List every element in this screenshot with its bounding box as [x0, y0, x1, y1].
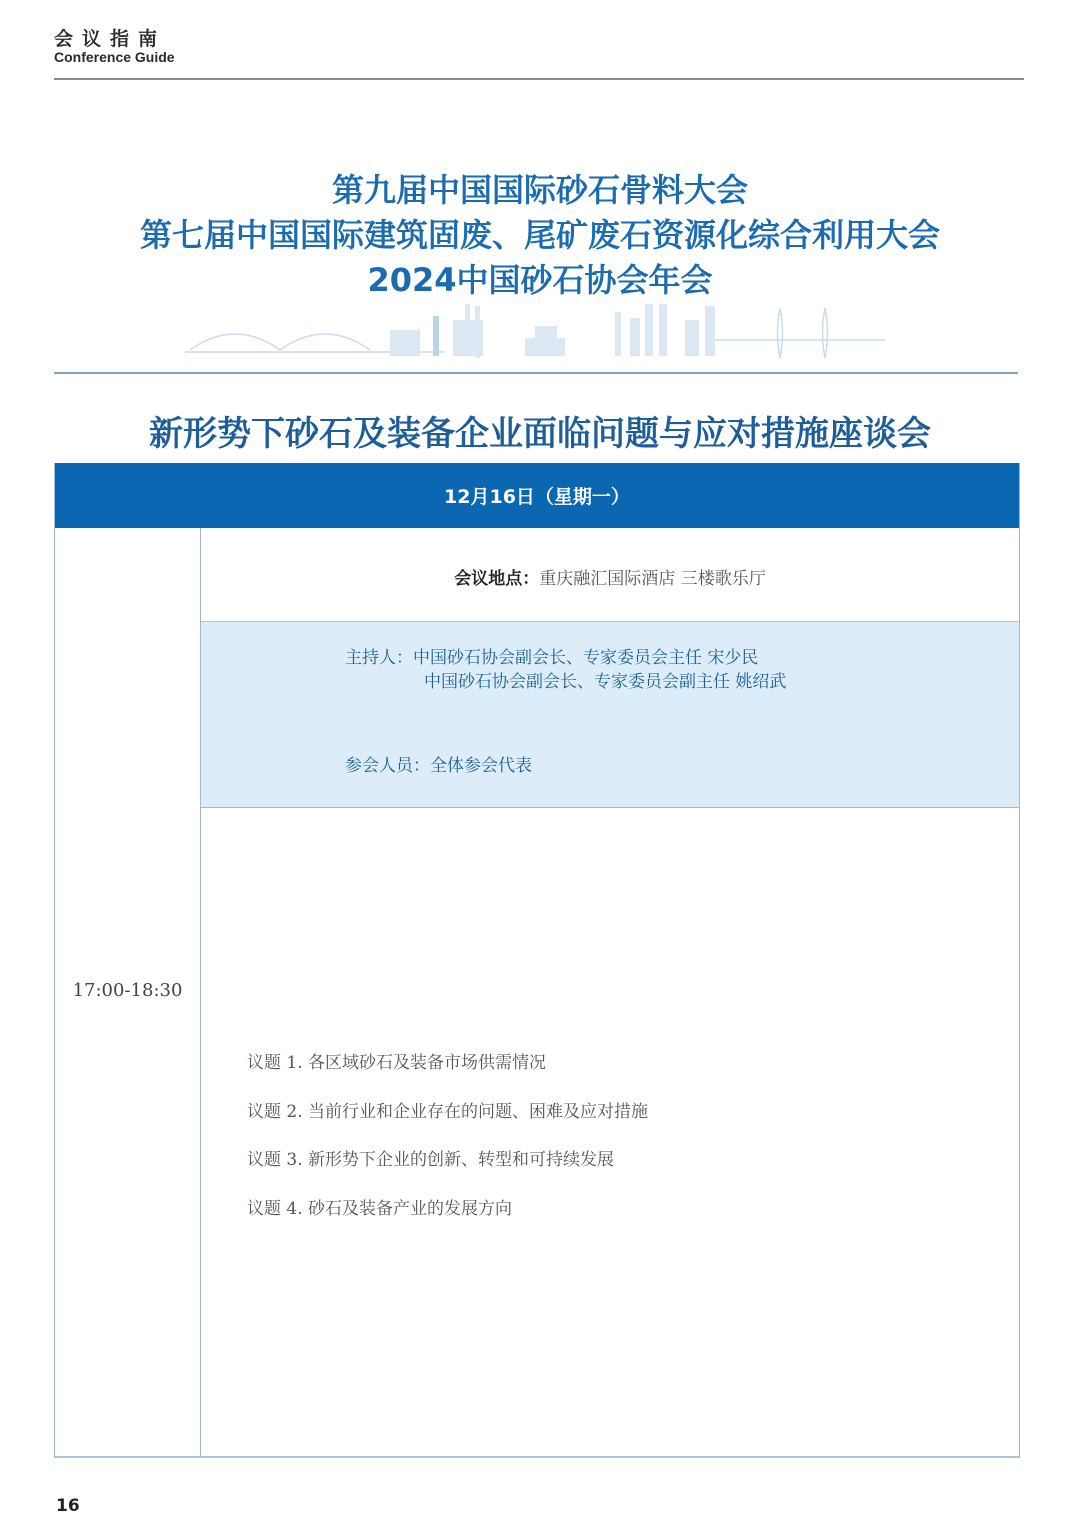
location-label: 会议地点： — [454, 569, 540, 589]
agenda-item: 议题 4. 砂石及装备产业的发展方向 — [247, 1198, 513, 1219]
agenda-row — [201, 808, 1019, 1456]
conference-title-1: 第九届中国国际砂石骨料大会 — [331, 171, 748, 209]
host-label: 主持人： — [345, 648, 413, 668]
session-time: 17:00-18:30 — [72, 980, 183, 1001]
conference-title-3: 2024中国砂石协会年会 — [367, 261, 713, 299]
agenda-item: 议题 3. 新形势下企业的创新、转型和可持续发展 — [247, 1150, 615, 1170]
attendees-text: 参会人员：全体参会代表 — [345, 756, 532, 776]
city-skyline-illustration — [185, 298, 895, 366]
location-row — [201, 528, 1019, 621]
location-value: 重庆融汇国际酒店 三楼歌乐厅 — [539, 569, 766, 589]
host-text — [345, 646, 786, 694]
conference-titles — [0, 168, 1080, 303]
session-title: 新形势下砂石及装备企业面临问题与应对措施座谈会 — [149, 414, 931, 454]
agenda-item: 议题 1. 各区域砂石及装备市场供需情况 — [247, 1053, 547, 1073]
date-bar: 12月16日（星期一） — [55, 463, 1019, 528]
host-1: 中国砂石协会副会长、专家委员会主任 宋少民 — [413, 648, 759, 668]
host-row — [201, 621, 1019, 716]
host-2: 中国砂石协会副会长、专家委员会副主任 姚绍武 — [424, 672, 787, 692]
title-divider — [54, 372, 1018, 374]
schedule-table — [54, 463, 1020, 1458]
header-title-en: Conference Guide — [54, 49, 175, 65]
conference-title-2: 第七届中国国际建筑固废、尾矿废石资源化综合利用大会 — [139, 216, 940, 254]
page-number: 16 — [56, 1496, 80, 1516]
header-divider — [54, 78, 1024, 80]
header-title-cn: 会议指南 — [54, 28, 167, 50]
attendees-row — [201, 715, 1019, 808]
agenda-list — [247, 1048, 648, 1242]
location-text — [201, 564, 1019, 589]
agenda-item: 议题 2. 当前行业和企业存在的问题、困难及应对措施 — [247, 1101, 649, 1122]
time-column — [55, 528, 201, 1456]
